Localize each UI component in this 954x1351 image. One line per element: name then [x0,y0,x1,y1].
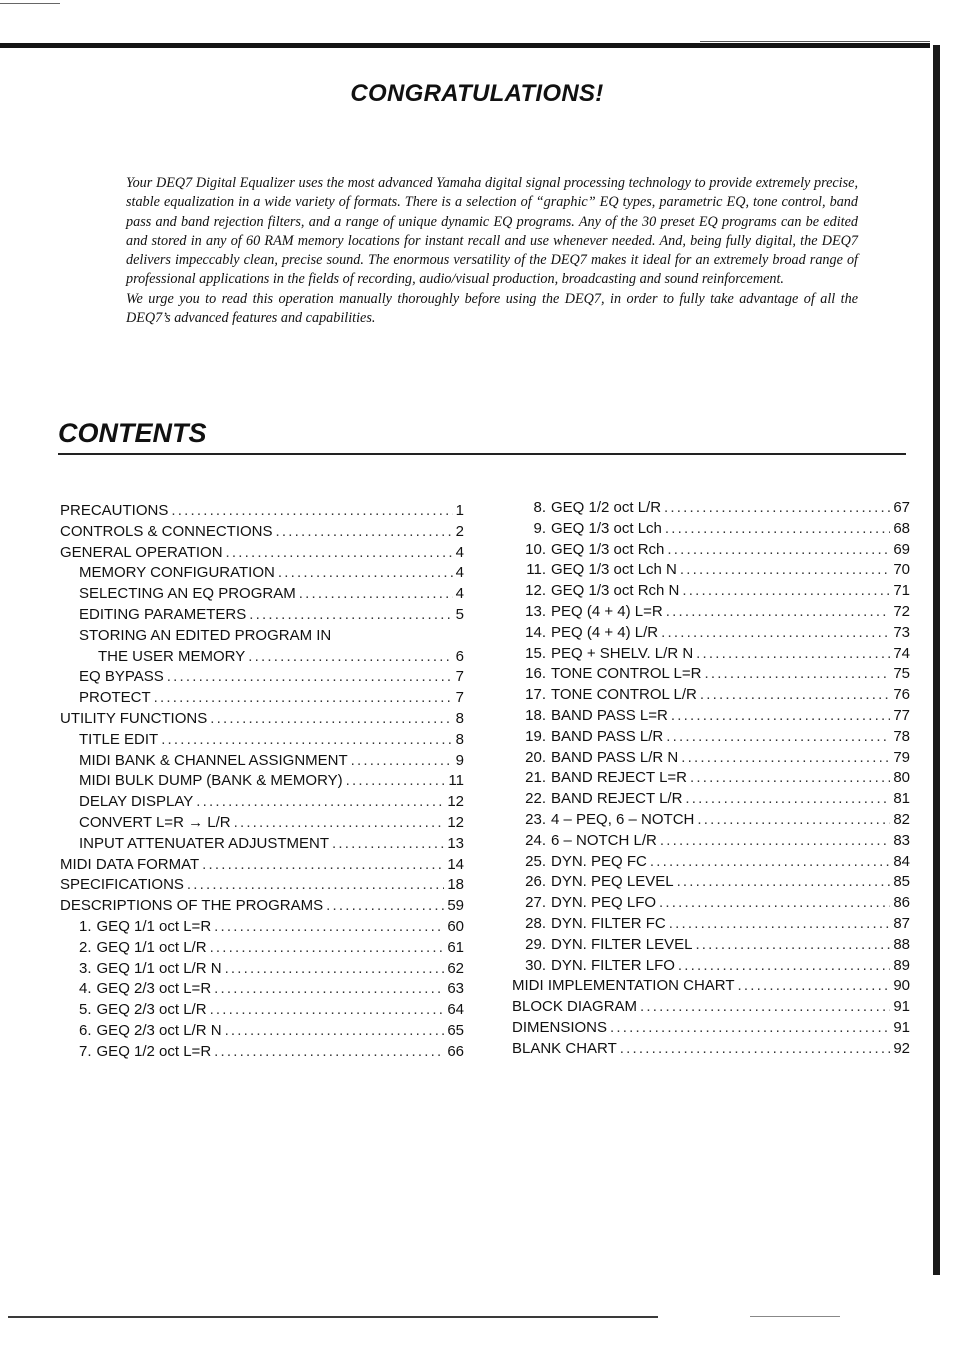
toc-entry-label: DYN. FILTER FC [551,914,666,932]
toc-entry-page: 77 [893,706,910,724]
toc-leader-dots [671,707,890,724]
toc-leader-dots [682,582,890,599]
toc-entry[interactable] [60,1043,464,1064]
toc-leader-dots [351,752,453,769]
toc-entry-label: GEQ 1/1 oct L/R N [96,959,222,977]
toc-entry-page: 86 [893,894,910,912]
toc-leader-dots [677,873,891,890]
contents-heading: CONTENTS [58,418,207,448]
toc-entry[interactable] [60,897,464,918]
toc-entry-label: GEQ 1/2 oct L=R [96,1042,212,1060]
toc-entry-number: 27. [525,894,546,912]
toc-leader-dots [650,853,890,870]
toc-entry-label: CONTROLS & CONNECTIONS [60,522,273,540]
toc-entry-page: 66 [447,1042,464,1060]
toc-entry-page: 75 [893,665,910,683]
toc-entry-page: 14 [447,855,464,873]
toc-entry-number: 18. [525,706,546,724]
toc-entry[interactable] [60,980,464,1001]
toc-leader-dots [210,1001,445,1018]
toc-entry-label: TONE CONTROL L/R [551,686,697,704]
toc-leader-dots [249,606,452,623]
toc-entry-number: 5. [79,1001,92,1019]
toc-entry[interactable] [60,939,464,960]
toc-entry-number: 17. [525,686,546,704]
toc-entry-label: GEQ 2/3 oct L=R [96,980,212,998]
toc-entry-page: 61 [447,938,464,956]
toc-entry-page: 8 [455,709,464,727]
toc-entry[interactable] [60,876,464,897]
toc-entry-page: 60 [447,917,464,935]
toc-entry-number: 25. [525,852,546,870]
toc-leader-dots [697,811,890,828]
toc-entry[interactable] [512,977,910,998]
toc-entry-label: MIDI DATA FORMAT [60,855,200,873]
toc-entry-label: GEQ 2/3 oct L/R [96,1001,207,1019]
toc-entry-page: 64 [447,1001,464,1019]
toc-entry[interactable] [60,731,464,752]
toc-entry-number: 4. [79,980,92,998]
toc-entry-label: GEQ 2/3 oct L/R N [96,1021,222,1039]
toc-entry-label: EQ BYPASS [79,668,164,686]
toc-entry[interactable] [512,603,910,624]
toc-entry-number: 7. [79,1042,92,1060]
toc-leader-dots [665,520,890,537]
toc-entry[interactable] [60,689,464,710]
toc-leader-dots [248,648,452,665]
toc-entry-label: DIMENSIONS [512,1018,608,1036]
toc-entry[interactable] [512,624,910,645]
toc-entry-label: BAND PASS L/R N [551,748,679,766]
toc-entry-label: PEQ (4 + 4) L/R [551,623,659,641]
intro-text [126,174,858,328]
toc-leader-dots [660,832,890,849]
toc-entry[interactable] [60,710,464,731]
toc-entry-label: TITLE EDIT [79,730,159,748]
toc-leader-dots [681,749,890,766]
toc-entry-number: 10. [525,540,546,558]
toc-entry-page: 2 [455,522,464,540]
toc-entry-number: 28. [525,914,546,932]
toc-entry-page: 5 [455,605,464,623]
toc-leader-dots [161,731,452,748]
toc-entry[interactable] [512,645,910,666]
toc-entry-page: 7 [455,689,464,707]
toc-entry-label: EDITING PARAMETERS [79,605,247,623]
toc-entry-page: 76 [893,686,910,704]
page-edge-bar [933,45,940,1275]
toc-entry-page: 9 [455,751,464,769]
toc-entry-page: 88 [893,935,910,953]
toc-entry-label: DYN. PEQ FC [551,852,647,870]
toc-entry-number: 2. [79,938,92,956]
top-rule-tail [700,41,930,42]
toc-entry-number: 29. [525,935,546,953]
toc-leader-dots [661,624,890,641]
toc-entry[interactable] [512,707,910,728]
toc-entry[interactable] [60,627,464,648]
toc-entry-label: GEQ 1/1 oct L=R [96,917,212,935]
toc-entry-number: 13. [525,602,546,620]
toc-entry-page: 92 [893,1039,910,1057]
corner-scan-mark [0,3,60,4]
toc-entry-page: 79 [893,748,910,766]
toc-entry-label: DYN. FILTER LEVEL [551,935,693,953]
toc-entry[interactable] [512,853,910,874]
toc-entry-page: 68 [893,519,910,537]
toc-leader-dots [234,814,445,831]
toc-entry[interactable] [512,915,910,936]
toc-entry-label: GEQ 1/3 oct Lch [551,519,662,537]
toc-entry[interactable] [512,686,910,707]
toc-entry-page: 18 [447,876,464,894]
toc-leader-dots [666,728,890,745]
toc-entry-label: CONVERT L=R → L/R [79,813,231,831]
toc-entry-label: GEQ 1/3 oct Rch N [551,582,680,600]
toc-leader-dots [187,876,444,893]
toc-entry-page: 89 [893,956,910,974]
toc-entry[interactable] [512,998,910,1019]
toc-entry-label: GENERAL OPERATION [60,543,223,561]
toc-leader-dots [278,564,453,581]
toc-entry-page: 91 [893,1018,910,1036]
toc-entry[interactable] [512,769,910,790]
toc-entry[interactable] [60,502,464,523]
toc-leader-dots [695,936,890,953]
toc-entry-page: 67 [893,499,910,516]
toc-entry-page: 91 [893,998,910,1016]
toc-leader-dots [669,915,891,932]
toc-entry-page: 11 [448,772,464,790]
toc-entry-page: 7 [455,668,464,686]
toc-entry[interactable] [512,1040,910,1061]
toc-entry-label: PEQ (4 + 4) L=R [551,602,663,620]
toc-entry-page: 71 [893,582,910,600]
toc-entry-page: 12 [447,813,464,831]
toc-entry[interactable] [60,1001,464,1022]
toc-entry-page: 8 [455,730,464,748]
toc-entry[interactable] [512,790,910,811]
toc-entry-page: 4 [455,585,464,603]
toc-entry-number: 23. [525,810,546,828]
toc-entry-page: 70 [893,561,910,579]
bottom-rule [8,1316,658,1318]
toc-entry-page: 63 [447,980,464,998]
toc-entry-page: 84 [893,852,910,870]
toc-entry-number: 3. [79,959,92,977]
toc-entry[interactable] [60,564,464,585]
toc-entry-number: 19. [525,727,546,745]
toc-entry[interactable] [512,665,910,686]
toc-leader-dots [299,585,453,602]
bottom-rule-faint [750,1316,840,1317]
intro-paragraph: Your DEQ7 Digital Equalizer uses the most advanced Yamaha digital signal processing technology to provide extremely precise, stable equalization in a wide variety of formats. There is a selection of “graphic” EQ types, parametric EQ, tone control, band pass and band rejection filters, and a range of unique dynamic EQ programs. Any of the 30 preset EQ programs can be edited and stored in any of 60 RAM memory locations for instant recall and use whenever needed. And, being fully digital, the DEQ7 delivers impeccably clean, precise sound. The enormous versatility of the DEQ7 makes it ideal for an extremely broad range of professional applications in the fields of recording, audio/visual production, broadcasting and sound reinforcement. [126,175,858,288]
toc-entry-page: 78 [893,727,910,745]
congratulations-heading: CONGRATULATIONS! [350,80,604,107]
toc-leader-dots [210,710,452,727]
toc-entry-label: MIDI IMPLEMENTATION CHART [512,977,735,995]
toc-leader-dots [202,856,444,873]
toc-entry-page: 62 [447,959,464,977]
toc-leader-dots [620,1040,891,1057]
toc-leader-dots [171,502,452,519]
toc-entry-number: 20. [525,748,546,766]
toc-entry-label: PEQ + SHELV. L/R N [551,644,694,662]
toc-entry[interactable] [60,544,464,565]
toc-leader-dots [704,665,890,682]
toc-entry-label: STORING AN EDITED PROGRAM IN [79,626,332,644]
toc-entry-page: 6 [455,647,464,665]
toc-entry-number: 21. [525,769,546,787]
toc-entry[interactable] [60,835,464,856]
toc-leader-dots [214,1043,444,1060]
toc-entry-page: 81 [893,790,910,808]
toc-entry[interactable] [512,894,910,915]
toc-entry-label: DYN. FILTER LFO [551,956,675,974]
toc-entry-page: 1 [455,502,464,519]
toc-entry[interactable] [60,918,464,939]
toc-entry-page: 69 [893,540,910,558]
top-rule [0,43,930,48]
toc-entry[interactable] [60,585,464,606]
toc-right-column [512,499,910,1061]
toc-entry-page: 65 [447,1021,464,1039]
toc-entry-page: 80 [893,769,910,787]
toc-entry[interactable] [512,499,910,520]
toc-entry-label: GEQ 1/3 oct Rch [551,540,665,558]
toc-entry-page: 90 [893,977,910,995]
toc-entry-page: 12 [447,793,464,811]
toc-entry-number: 1. [79,917,92,935]
toc-leader-dots [225,960,445,977]
toc-entry-number: 16. [525,665,546,683]
toc-entry-page: 85 [893,873,910,891]
toc-leader-dots [738,977,891,994]
toc-entry-label: BAND PASS L=R [551,706,668,724]
toc-leader-dots [659,894,890,911]
toc-entry[interactable] [512,1019,910,1040]
toc-leader-dots [167,668,453,685]
toc-entry-label: MIDI BULK DUMP (BANK & MEMORY) [79,772,343,790]
toc-entry-label: BLOCK DIAGRAM [512,998,638,1016]
toc-entry-label: SPECIFICATIONS [60,876,184,894]
toc-entry-number: 12. [525,582,546,600]
toc-entry-page: 87 [893,914,910,932]
contents-rule [58,453,906,455]
toc-entry-label: DYN. PEQ LFO [551,894,657,912]
toc-entry-page: 59 [447,897,464,915]
toc-entry[interactable] [512,936,910,957]
toc-entry[interactable] [512,582,910,603]
toc-entry[interactable] [60,523,464,544]
toc-leader-dots [214,980,444,997]
toc-leader-dots [154,689,453,706]
toc-entry[interactable] [512,832,910,853]
toc-entry-label: DESCRIPTIONS OF THE PROGRAMS [60,897,324,915]
toc-entry[interactable] [60,772,464,793]
toc-entry[interactable] [512,811,910,832]
toc-entry-number: 24. [525,831,546,849]
toc-leader-dots [667,541,890,558]
toc-entry[interactable] [512,728,910,749]
toc-entry[interactable] [60,606,464,627]
toc-entry-label: UTILITY FUNCTIONS [60,709,208,727]
toc-leader-dots [680,561,890,578]
toc-entry-label: 6 – NOTCH L/R [551,831,657,849]
toc-leader-dots [666,603,891,620]
toc-entry-number: 15. [525,644,546,662]
toc-entry-label: DYN. PEQ LEVEL [551,873,674,891]
toc-leader-dots [664,499,890,516]
toc-entry-number: 6. [79,1021,92,1039]
toc-entry-page: 4 [455,564,464,582]
toc-leader-dots [276,523,453,540]
toc-entry[interactable] [512,957,910,978]
toc-entry-number: 8. [533,499,546,516]
toc-leader-dots [225,1022,445,1039]
toc-entry-page: 4 [455,543,464,561]
toc-entry-label: BAND REJECT L/R [551,790,683,808]
toc-leader-dots [346,772,446,789]
toc-entry-number: 14. [525,623,546,641]
toc-entry[interactable] [60,856,464,877]
toc-leader-dots [332,835,444,852]
toc-entry[interactable] [512,873,910,894]
toc-leader-dots [700,686,890,703]
toc-entry-page: 13 [447,834,464,852]
toc-entry-number: 11. [526,561,546,579]
toc-leader-dots [640,998,890,1015]
toc-leader-dots [678,957,890,974]
toc-leader-dots [610,1019,890,1036]
toc-entry-label: INPUT ATTENUATER ADJUSTMENT [79,834,330,852]
intro-paragraph: We urge you to read this operation manually thoroughly before using the DEQ7, in order to fully take advantage of all the DEQ7’s advanced features and capabilities. [126,290,858,327]
toc-entry[interactable] [60,648,464,669]
toc-entry-page: 74 [893,644,910,662]
toc-entry[interactable] [60,960,464,981]
toc-entry[interactable] [512,541,910,562]
toc-entry-label: PRECAUTIONS [60,502,169,519]
toc-entry[interactable] [60,668,464,689]
toc-entry-label: GEQ 1/3 oct Lch N [551,561,677,579]
toc-entry[interactable] [512,561,910,582]
toc-leader-dots [226,544,453,561]
toc-entry-label: SELECTING AN EQ PROGRAM [79,585,296,603]
toc-entry-label: TONE CONTROL L=R [551,665,702,683]
toc-leader-dots [196,793,444,810]
toc-leader-dots [210,939,445,956]
toc-entry[interactable] [60,752,464,773]
toc-entry-page: 83 [893,831,910,849]
toc-entry-page: 72 [893,602,910,620]
toc-entry-label: THE USER MEMORY [98,647,246,665]
toc-leader-dots [214,918,444,935]
toc-entry-label: BAND PASS L/R [551,727,664,745]
toc-entry-number: 30. [525,956,546,974]
toc-entry-number: 22. [525,790,546,808]
toc-entry[interactable] [512,520,910,541]
toc-entry-label: MEMORY CONFIGURATION [79,564,275,582]
toc-entry-label: 4 – PEQ, 6 – NOTCH [551,810,695,828]
toc-entry[interactable] [60,793,464,814]
toc-entry-label: BAND REJECT L=R [551,769,688,787]
toc-entry-label: GEQ 1/2 oct L/R [551,499,662,516]
toc-entry[interactable] [512,749,910,770]
toc-entry-label: MIDI BANK & CHANNEL ASSIGNMENT [79,751,348,769]
toc-entry-number: 26. [525,873,546,891]
toc-leader-dots [696,645,890,662]
toc-entry-page: 73 [893,623,910,641]
toc-leader-dots [690,769,890,786]
toc-entry[interactable] [60,1022,464,1043]
toc-entry-label: PROTECT [79,689,151,707]
toc-entry-number: 9. [533,519,546,537]
toc-entry[interactable] [60,814,464,835]
toc-leader-dots [326,897,444,914]
toc-entry-label: BLANK CHART [512,1039,617,1057]
toc-leader-dots [685,790,890,807]
toc-left-column [60,502,464,1064]
toc-entry-label: GEQ 1/1 oct L/R [96,938,207,956]
toc-entry-label: DELAY DISPLAY [79,793,194,811]
toc-entry-page: 82 [893,810,910,828]
